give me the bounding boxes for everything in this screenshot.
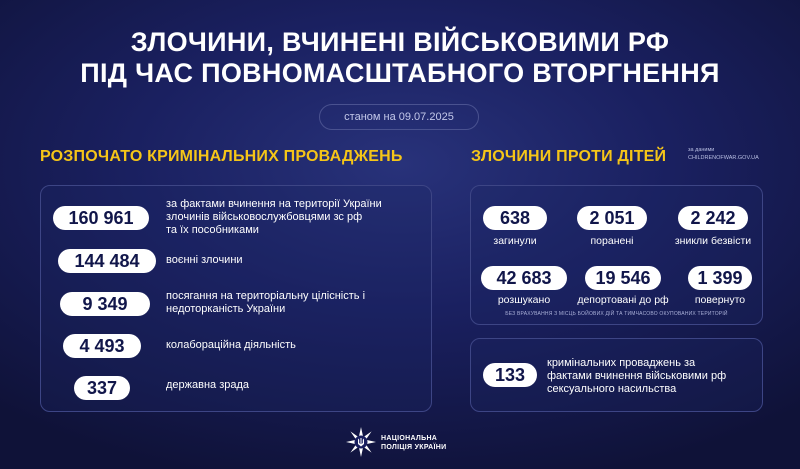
stat-desc-collaboration (166, 339, 426, 352)
page-title-line1: ЗЛОЧИНИ, ВЧИНЕНІ ВІЙСЬКОВИМИ РФ (130, 27, 670, 57)
sexual-violence-desc-line: сексуального насильства (547, 383, 677, 395)
children-deported-label: депортовані до рф (577, 294, 669, 306)
stat-desc-total (166, 198, 426, 237)
stat-desc-line: та їх пособниками (166, 224, 259, 236)
stat-desc-territorial (166, 290, 426, 316)
crimes-against-children-title: ЗЛОЧИНИ ПРОТИ ДІТЕЙ (471, 148, 667, 165)
stat-desc-treason (166, 379, 426, 392)
police-star-icon (346, 427, 376, 457)
stat-desc-line: недоторканість України (166, 303, 286, 315)
children-stats-footnote: БЕЗ ВРАХУВАННЯ З МІСЦЬ БОЙОВИХ ДІЙ ТА ТИМЧАСОВО ОКУПОВАНИХ ТЕРИТОРІЙ (505, 311, 728, 317)
stat-desc-line: злочинів військовослужбовцями зс рф (166, 211, 363, 223)
children-missing-value: 2 242 (678, 206, 748, 230)
stat-desc-line: за фактами вчинення на території України (166, 198, 382, 210)
sexual-violence-desc (547, 357, 757, 396)
stat-value-war-crimes: 144 484 (58, 249, 156, 273)
stat-desc-line: воєнні злочини (166, 254, 243, 266)
stat-desc-war-crimes (166, 254, 426, 267)
children-returned-label: повернуто (694, 294, 746, 306)
police-org-name (381, 434, 446, 452)
police-logo (346, 427, 376, 457)
stat-desc-line: посягання на територіальну цілісність і (166, 290, 366, 302)
children-returned-value: 1 399 (688, 266, 752, 290)
page-title-line2: ПІД ЧАС ПОВНОМАСШТАБНОГО ВТОРГНЕННЯ (80, 58, 720, 88)
police-org-line2: ПОЛІЦІЯ УКРАЇНИ (381, 444, 447, 451)
children-found-value: 42 683 (481, 266, 567, 290)
stat-value-total: 160 961 (53, 206, 149, 230)
date-badge: станом на 09.07.2025 (319, 104, 479, 130)
sexual-violence-value: 133 (483, 363, 537, 387)
stat-desc-line: державна зрада (166, 379, 250, 391)
children-killed-value: 638 (483, 206, 547, 230)
police-org-line1: НАЦІОНАЛЬНА (381, 435, 438, 442)
sexual-violence-desc-line: кримінальних проваджень за (547, 357, 696, 369)
criminal-cases-title: РОЗПОЧАТО КРИМІНАЛЬНИХ ПРОВАДЖЕНЬ (40, 148, 403, 165)
source-note-line1: за даними (688, 147, 715, 153)
source-note (688, 146, 759, 162)
stat-value-treason: 337 (74, 376, 130, 400)
children-killed-label: загинули (493, 235, 537, 247)
stat-desc-line: колабораційна діяльність (166, 339, 296, 351)
children-found-label: розшукано (497, 294, 551, 306)
children-missing-label: зникли безвісти (674, 235, 752, 247)
children-deported-value: 19 546 (585, 266, 661, 290)
children-injured-label: поранені (590, 235, 634, 247)
stat-value-territorial: 9 349 (60, 292, 150, 316)
source-note-line2: CHILDRENOFWAR.GOV.UA (688, 155, 759, 161)
sexual-violence-desc-line: фактами вчинення військовими рф (547, 370, 727, 382)
children-injured-value: 2 051 (577, 206, 647, 230)
stat-value-collaboration: 4 493 (63, 334, 141, 358)
